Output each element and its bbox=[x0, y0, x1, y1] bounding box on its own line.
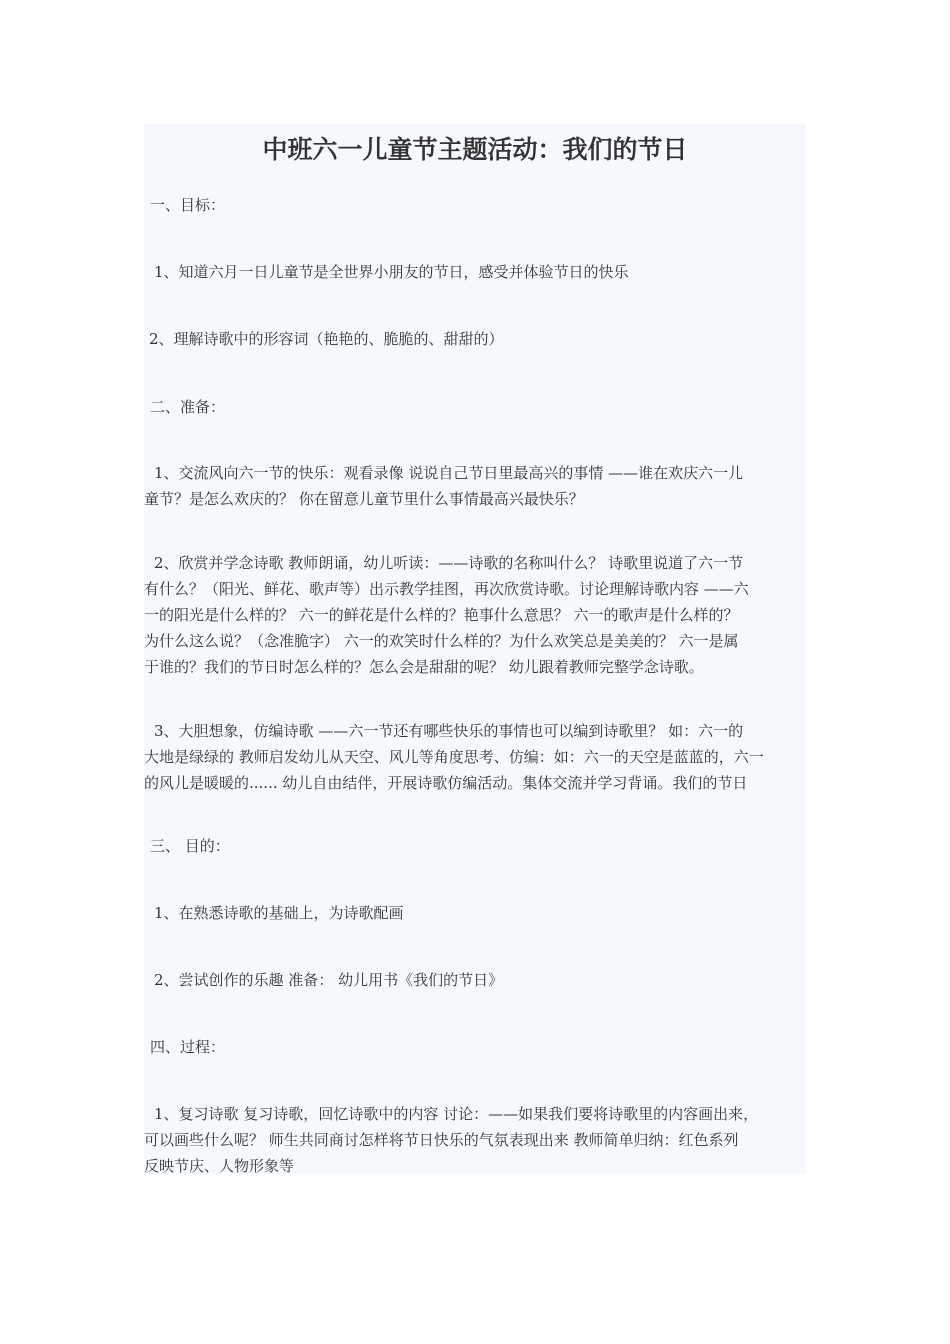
text-line: 一的阳光是什么样的？ 六一的鲜花是什么样的？艳事什么意思？ 六一的歌声是什么样的？ bbox=[144, 606, 739, 624]
preparation-item-2 bbox=[144, 550, 834, 680]
section-heading-goals: 一、目标： bbox=[150, 196, 226, 214]
text-line: 的风儿是暖暖的...... 幼儿自由结伴，开展诗歌仿编活动。集体交流并学习背诵。我们的节日 bbox=[144, 774, 748, 792]
text-line: 大地是绿绿的 教师启发幼儿从天空、风儿等角度思考、仿编：如：六一的天空是蓝蓝的，六一 bbox=[144, 748, 764, 766]
goal-item-1: 1、知道六月一日儿童节是全世界小朋友的节日，感受并体验节日的快乐 bbox=[154, 263, 629, 281]
text-line: 于谁的？我们的节日时怎么样的？怎么会是甜甜的呢？ 幼儿跟着教师完整学念诗歌。 bbox=[144, 658, 704, 676]
purpose-item-1: 1、在熟悉诗歌的基础上，为诗歌配画 bbox=[154, 904, 404, 922]
preparation-item-1 bbox=[144, 460, 834, 512]
document-title: 中班六一儿童节主题活动：我们的节日 bbox=[262, 135, 688, 164]
preparation-item-3 bbox=[144, 718, 834, 796]
text-line: 为什么这么说？（念准脆字） 六一的欢笑时什么样的？为什么欢笑总是美美的？ 六一是属 bbox=[144, 632, 739, 650]
text-line: 反映节庆、人物形象等 bbox=[144, 1157, 295, 1175]
section-heading-preparation: 二、准备： bbox=[150, 398, 226, 416]
goal-item-2: 2、理解诗歌中的形容词（艳艳的、脆脆的、甜甜的） bbox=[149, 330, 504, 348]
text-line: 2、欣赏并学念诗歌 教师朗诵，幼儿听读：——诗歌的名称叫什么？ 诗歌里说道了六一节 bbox=[154, 554, 744, 572]
text-line: 可以画些什么呢？ 师生共同商讨怎样将节日快乐的气氛表现出来 教师简单归纳：红色系列 bbox=[144, 1131, 739, 1149]
text-line: 3、大胆想象，仿编诗歌 ——六一节还有哪些快乐的事情也可以编到诗歌里？ 如：六一的 bbox=[154, 722, 744, 740]
process-item-1 bbox=[144, 1101, 834, 1179]
section-heading-purpose: 三、 目的： bbox=[150, 837, 230, 855]
text-line: 童节？是怎么欢庆的？ 你在留意儿童节里什么事情最高兴最快乐？ bbox=[144, 490, 584, 508]
text-line: 1、复习诗歌 复习诗歌，回忆诗歌中的内容 讨论：——如果我们要将诗歌里的内容画出来， bbox=[154, 1105, 759, 1123]
text-line: 有什么？（阳光、鲜花、歌声等）出示教学挂图，再次欣赏诗歌。讨论理解诗歌内容 ——六 bbox=[144, 580, 749, 598]
section-heading-process: 四、过程： bbox=[150, 1038, 226, 1056]
text-line: 1、交流风向六一节的快乐：观看录像 说说自己节日里最高兴的事情 ——谁在欢庆六一儿 bbox=[154, 464, 744, 482]
purpose-item-2: 2、尝试创作的乐趣 准备： 幼儿用书《我们的节日》 bbox=[154, 971, 504, 989]
